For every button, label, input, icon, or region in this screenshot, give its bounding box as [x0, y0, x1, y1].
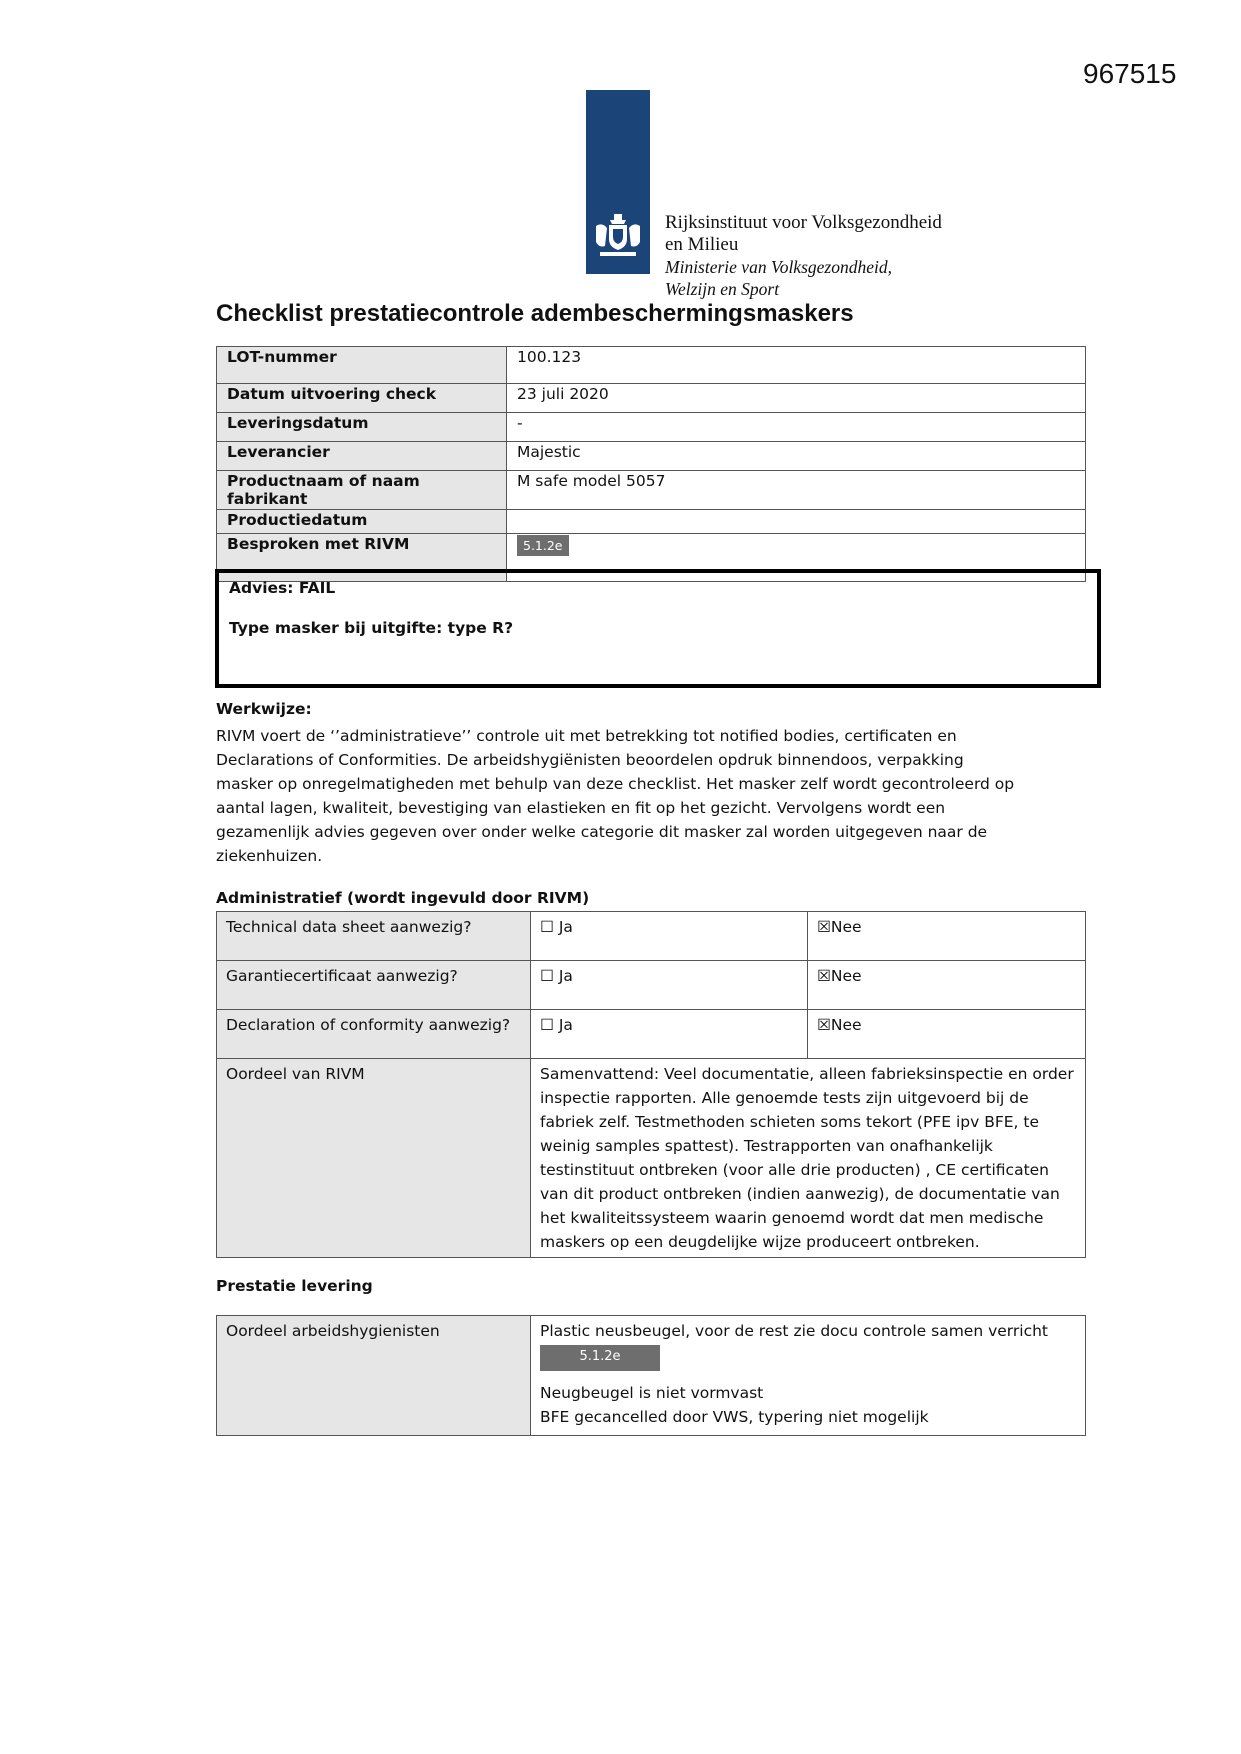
document-number: 967515: [1083, 58, 1177, 89]
redaction-mark: 5.1.2e: [517, 535, 569, 556]
table-row: [217, 413, 1086, 442]
institute-line-2: en Milieu: [665, 234, 739, 255]
nee-checkbox: ☒Nee: [808, 961, 1086, 1010]
advies-line: Advies: FAIL: [229, 579, 336, 597]
coat-of-arms-icon: [592, 212, 644, 260]
werkwijze-heading: Werkwijze:: [216, 700, 312, 718]
info-value: 23 juli 2020: [507, 384, 1086, 413]
info-label: Besproken met RIVM: [217, 534, 507, 582]
check-label: Declaration of conformity aanwezig?: [217, 1010, 531, 1059]
institute-line-1: Rijksinstituut voor Volksgezondheid: [665, 212, 942, 233]
prestatie-line-2: Neugbeugel is niet vormvast: [540, 1384, 764, 1402]
logo-bar: [586, 90, 650, 274]
table-row: [217, 961, 1086, 1010]
ministry-line-1: Ministerie van Volksgezondheid,: [665, 257, 892, 277]
table-row: [217, 347, 1086, 384]
administratief-heading: Administratief (wordt ingevuld door RIVM): [216, 889, 590, 907]
info-label: Productiedatum: [217, 510, 507, 534]
info-label: Leveringsdatum: [217, 413, 507, 442]
werkwijze-text: RIVM voert de ‘’administratieve’’ controle uit met betrekking tot notified bodies, certificaten en Declarations of Conformities. De arbeidshygiënisten beoordelen opdruk binnendoos, verpakking masker op onregelmatigheden met behulp van deze checklist. Het masker zelf wordt gecontroleerd op aantal lagen, kwaliteit, bevestiging van elastieken en fit op het gezicht. Vervolgens wordt een gezamenlijk advies gegeven over onder welke categorie dit masker zal worden uitgegeven naar de ziekenhuizen.: [216, 727, 1015, 865]
table-row: [217, 1059, 1086, 1258]
info-table: [216, 346, 1086, 582]
ja-checkbox: ☐ Ja: [531, 912, 808, 961]
mask-type-line: Type masker bij uitgifte: type R?: [229, 619, 514, 637]
info-label: Productnaam of naam fabrikant: [217, 471, 507, 510]
prestatie-heading: Prestatie levering: [216, 1277, 373, 1295]
table-row: [217, 912, 1086, 961]
page-title: Checklist prestatiecontrole adembeschermingsmaskers: [216, 300, 854, 327]
prestatie-label: Oordeel arbeidshygienisten: [217, 1316, 531, 1436]
table-row: [217, 384, 1086, 413]
info-value: 100.123: [507, 347, 1086, 384]
table-row: [217, 471, 1086, 510]
info-value: Majestic: [507, 442, 1086, 471]
redaction-mark: 5.1.2e: [540, 1345, 660, 1371]
info-label: Datum uitvoering check: [217, 384, 507, 413]
prestatie-table: [216, 1315, 1086, 1436]
oordeel-label: Oordeel van RIVM: [217, 1059, 531, 1258]
info-value: -: [507, 413, 1086, 442]
table-row: [217, 1010, 1086, 1059]
advies-box: [215, 569, 1101, 688]
ministry-line-2: Welzijn en Sport: [665, 279, 780, 299]
oordeel-text: Samenvattend: Veel documentatie, alleen fabrieksinspectie en order inspectie rapporten. Alle genoemde tests zijn uitgevoerd bij de fabriek zelf. Testmethoden schieten soms tekort (PFE ipv BFE, te weinig samples spattest). Testrapporten van onafhankelijk testinstituut ontbreken (voor alle drie producten) , CE certificaten van dit product ontbreken (indien aanwezig), de documentatie van het kwaliteitssysteem waarin genoemd wordt dat men medische maskers op een deugdelijke wijze produceert ontbreken.: [531, 1059, 1086, 1258]
ja-checkbox: ☐ Ja: [531, 961, 808, 1010]
check-label: Garantiecertificaat aanwezig?: [217, 961, 531, 1010]
institute-name: [665, 212, 942, 300]
prestatie-line-3: BFE gecancelled door VWS, typering niet mogelijk: [540, 1408, 929, 1426]
prestatie-line-1: Plastic neusbeugel, voor de rest zie docu controle samen verricht: [540, 1322, 1049, 1340]
table-row: [217, 442, 1086, 471]
info-label: LOT-nummer: [217, 347, 507, 384]
nee-checkbox: ☒Nee: [808, 1010, 1086, 1059]
check-label: Technical data sheet aanwezig?: [217, 912, 531, 961]
table-row: [217, 510, 1086, 534]
nee-checkbox: ☒Nee: [808, 912, 1086, 961]
info-value: M safe model 5057: [507, 471, 1086, 510]
info-label: Leverancier: [217, 442, 507, 471]
ja-checkbox: ☐ Ja: [531, 1010, 808, 1059]
info-value: [507, 510, 1086, 534]
administratief-table: [216, 911, 1086, 1258]
prestatie-cell: [531, 1316, 1086, 1436]
table-row: [217, 1316, 1086, 1436]
